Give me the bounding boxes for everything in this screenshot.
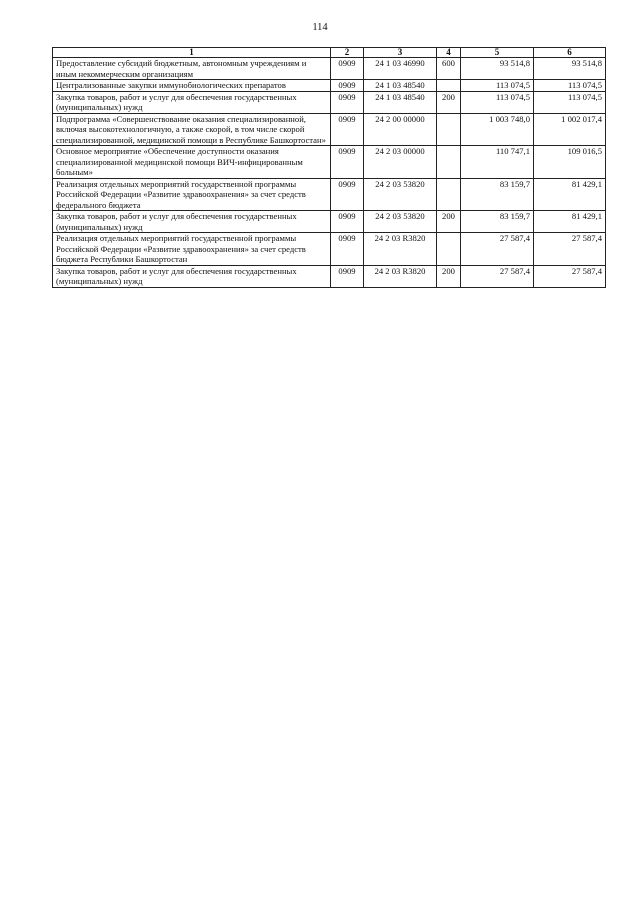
row-value2: 1 002 017,4 <box>534 113 606 146</box>
row-value1: 113 074,5 <box>461 91 534 113</box>
page-number: 114 <box>312 22 328 33</box>
row-name: Закупка товаров, работ и услуг для обеспечения государственных (муниципальных) нужд <box>53 211 331 233</box>
table-row <box>53 58 606 80</box>
table-row <box>53 91 606 113</box>
column-header-value1: 5 <box>461 48 534 58</box>
row-value2: 81 429,1 <box>534 211 606 233</box>
row-name: Реализация отдельных мероприятий государственной программы Российской Федерации «Развитие здравоохранения» за счет средств федерального бюджета <box>53 178 331 211</box>
table-row <box>53 80 606 92</box>
table-row <box>53 178 606 211</box>
row-type: 200 <box>437 91 461 113</box>
column-header-section: 2 <box>331 48 364 58</box>
row-name: Основное мероприятие «Обеспечение доступности оказания специализированной медицинской помощи ВИЧ-инфицированным больным» <box>53 146 331 179</box>
header-row <box>53 48 606 58</box>
row-section: 0909 <box>331 178 364 211</box>
row-code: 24 1 03 46990 <box>364 58 437 80</box>
row-value1: 27 587,4 <box>461 233 534 266</box>
row-name: Закупка товаров, работ и услуг для обеспечения государственных (муниципальных) нужд <box>53 91 331 113</box>
row-section: 0909 <box>331 233 364 266</box>
row-code: 24 1 03 48540 <box>364 80 437 92</box>
row-name: Реализация отдельных мероприятий государственной программы Российской Федерации «Развитие здравоохранения» за счет средств бюджета Республики Башкортостан <box>53 233 331 266</box>
row-code: 24 2 03 00000 <box>364 146 437 179</box>
row-type <box>437 113 461 146</box>
row-code: 24 2 03 53820 <box>364 178 437 211</box>
budget-table <box>52 47 606 288</box>
row-name: Предоставление субсидий бюджетным, автономным учреждениям и иным некоммерческим организациям <box>53 58 331 80</box>
row-type <box>437 146 461 179</box>
row-value1: 83 159,7 <box>461 178 534 211</box>
row-name: Закупка товаров, работ и услуг для обеспечения государственных (муниципальных) нужд <box>53 265 331 287</box>
row-section: 0909 <box>331 146 364 179</box>
column-header-type: 4 <box>437 48 461 58</box>
row-code: 24 2 00 00000 <box>364 113 437 146</box>
row-value1: 113 074,5 <box>461 80 534 92</box>
row-name: Подпрограмма «Совершенствование оказания специализированной, включая высокотехнологичную, а также скорой, в том числе скорой специализированной, медицинской помощи в Республике Башкортостан» <box>53 113 331 146</box>
row-section: 0909 <box>331 80 364 92</box>
row-value1: 27 587,4 <box>461 265 534 287</box>
column-header-name: 1 <box>53 48 331 58</box>
row-section: 0909 <box>331 91 364 113</box>
row-value1: 93 514,8 <box>461 58 534 80</box>
row-code: 24 1 03 48540 <box>364 91 437 113</box>
row-section: 0909 <box>331 113 364 146</box>
column-header-code: 3 <box>364 48 437 58</box>
row-value1: 110 747,1 <box>461 146 534 179</box>
row-type: 600 <box>437 58 461 80</box>
row-value1: 1 003 748,0 <box>461 113 534 146</box>
row-name: Централизованные закупки иммунобиологических препаратов <box>53 80 331 92</box>
row-code: 24 2 03 R3820 <box>364 265 437 287</box>
row-type: 200 <box>437 265 461 287</box>
row-type <box>437 80 461 92</box>
row-value2: 81 429,1 <box>534 178 606 211</box>
row-code: 24 2 03 53820 <box>364 211 437 233</box>
row-value2: 113 074,5 <box>534 91 606 113</box>
row-value2: 109 016,5 <box>534 146 606 179</box>
row-value2: 113 074,5 <box>534 80 606 92</box>
row-section: 0909 <box>331 211 364 233</box>
table-row <box>53 265 606 287</box>
table-row <box>53 146 606 179</box>
row-type: 200 <box>437 211 461 233</box>
row-section: 0909 <box>331 265 364 287</box>
row-value2: 27 587,4 <box>534 233 606 266</box>
row-value2: 93 514,8 <box>534 58 606 80</box>
row-value1: 83 159,7 <box>461 211 534 233</box>
row-type <box>437 233 461 266</box>
row-code: 24 2 03 R3820 <box>364 233 437 266</box>
column-header-value2: 6 <box>534 48 606 58</box>
table-row <box>53 211 606 233</box>
row-type <box>437 178 461 211</box>
table-row <box>53 233 606 266</box>
row-section: 0909 <box>331 58 364 80</box>
row-value2: 27 587,4 <box>534 265 606 287</box>
table-row <box>53 113 606 146</box>
